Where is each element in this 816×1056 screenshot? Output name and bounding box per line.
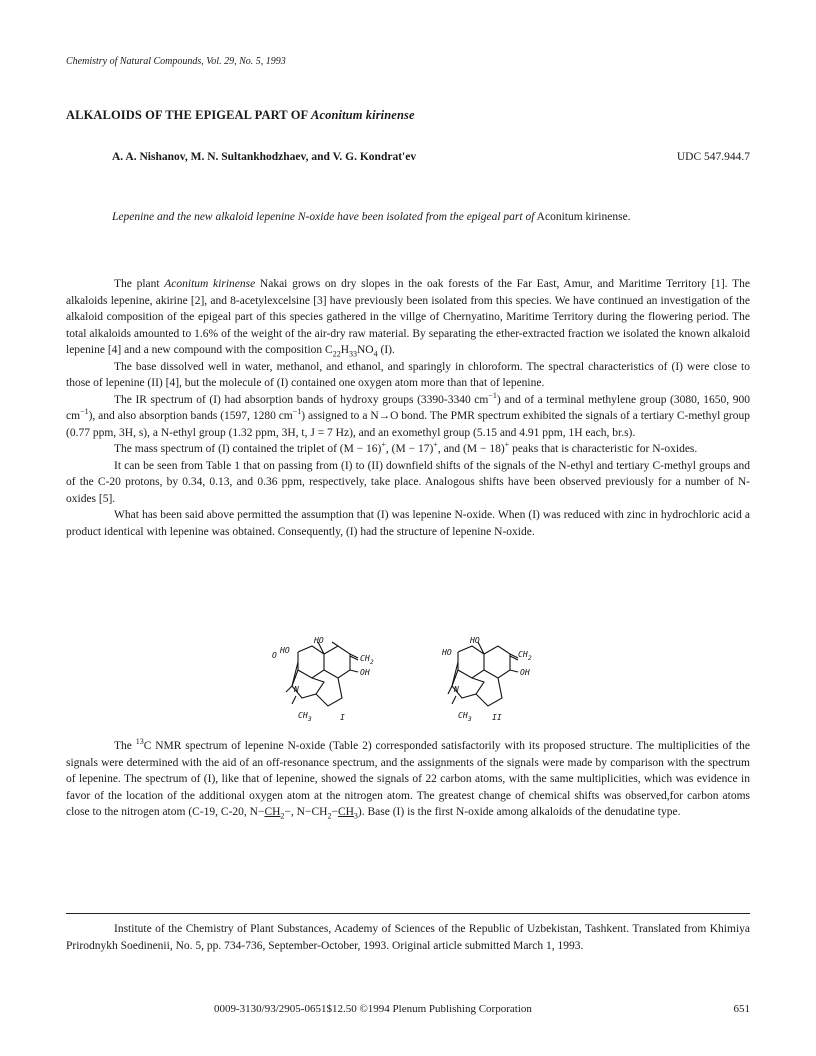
footnote [66,921,750,954]
struct2-ch3: CH [458,711,468,720]
superscript: + [381,440,386,450]
text-run: Nakai grows on dry slopes in the oak forests of the Far East, Amur, and Maritime Territory [1]. The alkaloids lepenine, akirine [2], and 8-acetylexcelsine [3] have previously been isolated from this species. We have continued an investigation of the alkaloid composition of the epigeal part of this species gathered in the villge of Chernyatino, Maritime Territory during the flowering period. The total alkaloids amounted to 1.6% of the weight of the air-dry raw material. By separating the ether-extracted fraction we isolated the known alkaloid lepenine [4] and a new compound with the composition C [66,278,751,356]
text-run: ) and of a terminal methylene group (3080, 1650, 900 cm [66,393,750,422]
paragraph-1 [66,276,750,359]
subscript: 2 [327,811,332,821]
struct1-ho-top: HO [314,636,324,645]
paragraph-4 [66,441,750,458]
journal-citation: Chemistry of Natural Compounds, Vol. 29, No. 5, 1993 [66,56,286,67]
text-run: The [114,740,136,752]
abstract [112,209,712,225]
subscript: 4 [373,349,378,359]
struct1-n: N [294,685,299,694]
structure-lepenine [448,642,518,706]
subscript: 22 [332,349,341,359]
text-run: ), and also absorption bands (1597, 1280 cm [88,410,293,422]
page-number: 651 [733,1003,750,1015]
abstract-italic: Lepenine and the new alkaloid lepenine N-oxide have been isolated from the epigeal part of [112,211,535,223]
subscript: 3 [353,811,358,821]
struct1-ch3-sub: 3 [308,716,312,723]
subscript: 33 [349,349,357,359]
struct2-n: N [454,685,459,694]
footnote-divider [66,913,750,914]
struct1-o: O [272,651,277,660]
struct1-label: I [340,713,345,722]
paragraph-5: It can be seen from Table 1 that on passing from (I) to (II) downfield shifts of the signals of the N-ethyl and tertiary C-methyl groups and of the C-20 protons, by 0.34, 0.13, and 0.36 ppm, respectively, take place. Analogous shifts have been observed previously for a number of N-oxides [5]. [66,459,750,505]
text-run: , (M − 17) [385,443,434,455]
text-run: , and (M − 18) [437,443,505,455]
struct2-ch2-sub: 2 [528,655,532,662]
struct2-ho-left: HO [442,648,452,657]
body-text [66,276,750,540]
struct2-ho-top: HO [470,636,480,645]
authors: A. A. Nishanov, M. N. Sultankhodzhaev, and V. G. Kondrat'ev [112,151,417,163]
title-species: Aconitum kirinense [311,108,415,122]
chemical-structures-figure [262,634,554,730]
struct2-ch3-sub: 3 [468,716,472,723]
superscript: −1 [292,407,302,417]
text-run: C NMR spectrum of lepenine N-oxide (Table 2) corresponded satisfactorily with its proposed structure. The multiplicities of the signals were determined with the aid of an off-resonance spectrum, and the assignments of the signals were made by comparison with the spectrum of lepenine. The spectrum of (I), like that of lepenine, showed the signals of 22 carbon atoms, with the same multiplicities, which was evidence in favor of the location of the additional oxygen atom at the nitrogen atom. The greatest change of chemical shifts was observed,for carbon atoms close to the nitrogen atom (C-19, C-20, N− [66,740,750,818]
text-run: The IR spectrum of (I) had absorption bands of hydroxy groups (3390-3340 cm [114,393,489,406]
superscript: −1 [80,407,89,417]
underlined-group: CH [337,806,354,818]
struct2-ch2: CH [518,650,528,659]
title-main: ALKALOIDS OF THE EPIGEAL PART OF [66,108,312,122]
text-run: H [340,344,349,356]
struct2-oh: OH [520,668,530,677]
body-text-continued [66,738,750,821]
struct1-ch2-sub: 2 [370,659,374,666]
text-run: NO [357,344,374,356]
struct1-oh: OH [360,668,370,677]
footnote-text: Institute of the Chemistry of Plant Substances, Academy of Sciences of the Republic of Uzbekistan, Tashkent. Translated from Khimiya Prirodnykh Soedinenii, No. 5, pp. 734-736, September-October, 1993. Original article submitted March 1, 1993. [66,923,750,952]
struct2-label: II [492,713,502,722]
species-name: Aconitum kirinense [164,278,256,290]
superscript: + [504,440,510,450]
text-run: ). Base (I) is the first N-oxide among alkaloids of the denudatine type. [357,806,681,818]
paragraph-7 [66,738,750,821]
superscript: 13 [135,737,144,747]
subscript: 2 [280,811,285,821]
text-run: peaks that is characteristic for N-oxides. [509,443,698,455]
superscript: + [433,440,438,450]
paragraph-3 [66,392,750,442]
udc-code: UDC 547.944.7 [676,151,750,163]
abstract-tail: Aconitum kirinense. [534,211,631,223]
superscript: −1 [488,390,497,400]
paragraph-6: What has been said above permitted the assumption that (I) was lepenine N-oxide. When (I) was reduced with zinc in hydrochloric acid a product identical with lepenine was obtained. Consequently, (I) had the structure of lepenine N-oxide. [66,509,750,538]
text-run: − [331,806,338,818]
struct1-ho-left: HO [280,646,290,655]
paragraph-2: The base dissolved well in water, methanol, and ethanol, and sparingly in chloroform. The spectral characteristics of (I) were close to those of lepenine (II) [4], but the molecule of (I) contained one oxygen atom more than that of lepenine. [66,360,750,389]
underlined-group: CH [264,806,281,818]
article-title [66,108,415,123]
text-run: −, N−CH [284,806,328,818]
text-run: (I). [377,344,395,356]
text-run: ) assigned to a N→O bond. The PMR spectrum exhibited the signals of a tertiary C-methyl group (0.77 ppm, 3H, s), a N-ethyl group (1.32 ppm, 3H, t, J = 7 Hz), and an exomethyl group (5.15 and 4.91 ppm, 1H each, br.s). [66,410,751,439]
struct1-ch2: CH [360,654,370,663]
text-run: The mass spectrum of (I) contained the triplet of (M − 16) [114,443,382,455]
text-run: The plant [114,278,165,290]
struct1-ch3: CH [298,711,308,720]
copyright-line: 0009-3130/93/2905-0651$12.50 ©1994 Plenum Publishing Corporation [214,1003,532,1015]
structure-lepenine-n-oxide [286,642,358,706]
